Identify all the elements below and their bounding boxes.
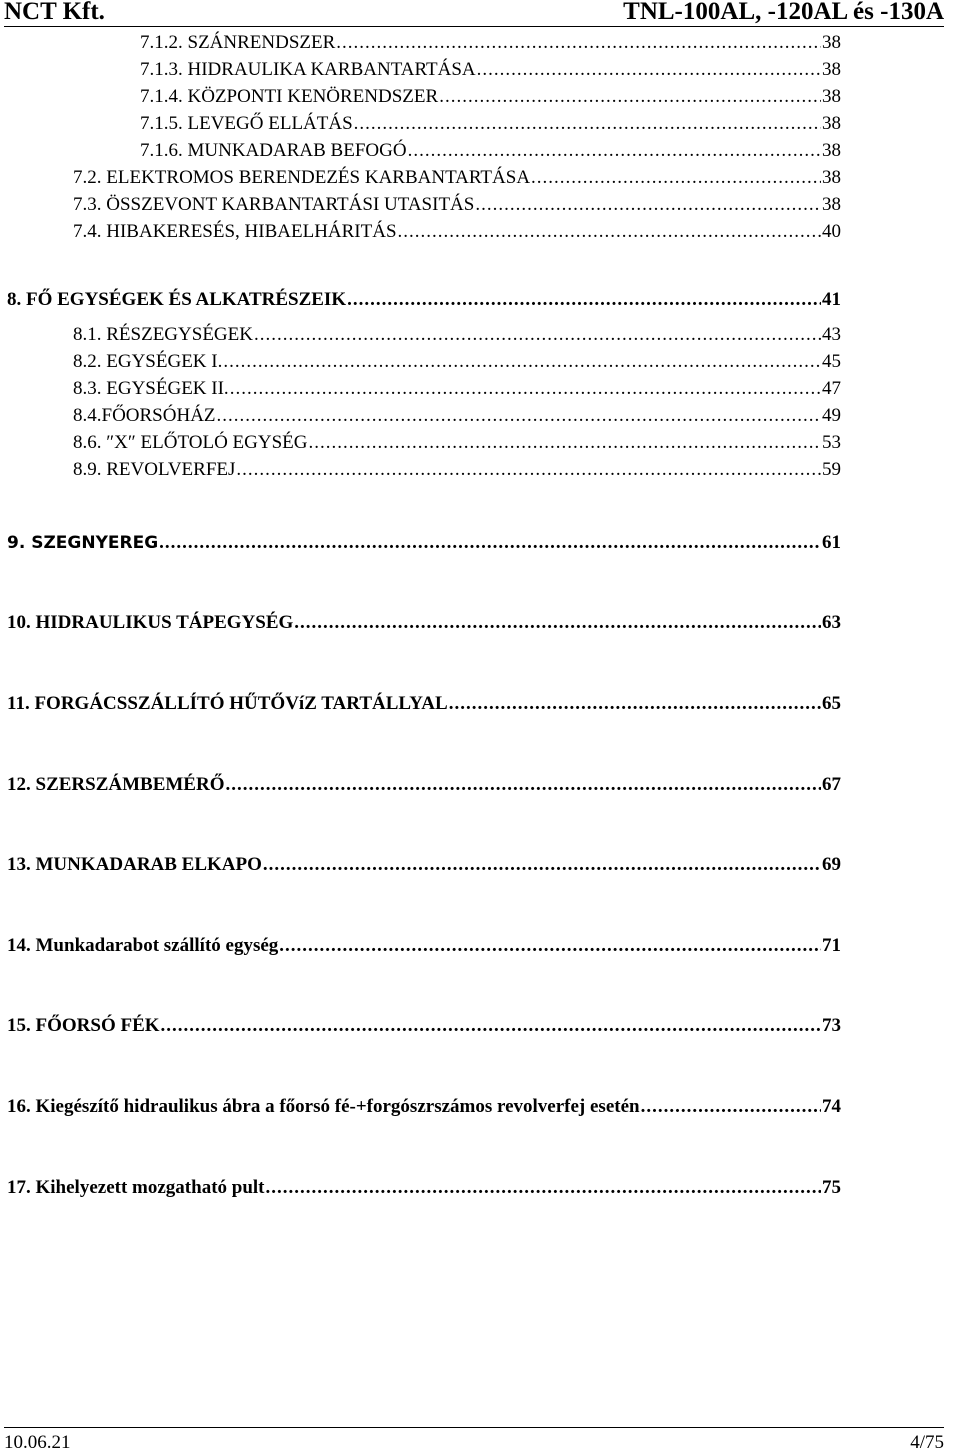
- toc-entry-label: 9. SZEGNYEREG: [7, 533, 159, 553]
- toc-entry[interactable]: [140, 57, 841, 83]
- toc-leader-dots: [230, 376, 821, 402]
- toc-entry[interactable]: [7, 933, 841, 959]
- toc-entry-label: 12. SZERSZÁMBEMÉRŐ: [7, 774, 225, 795]
- toc-leader-dots: [477, 57, 821, 83]
- toc-entry[interactable]: [73, 430, 841, 456]
- toc-entry[interactable]: [73, 165, 841, 191]
- toc-leader-dots: [408, 138, 821, 164]
- toc-entry-label: 7.1.6. MUNKADARAB BEFOGÓ: [140, 140, 407, 161]
- toc-leader-dots: [263, 852, 821, 878]
- toc-entry-page: 67: [822, 774, 841, 795]
- toc-leader-dots: [294, 610, 821, 636]
- toc-entry[interactable]: [73, 219, 841, 245]
- toc-entry[interactable]: [7, 691, 841, 717]
- toc-entry-page: 38: [822, 32, 841, 53]
- toc-entry[interactable]: [7, 772, 841, 798]
- toc-entry-page: 59: [822, 459, 841, 480]
- toc-entry-page: 53: [822, 432, 841, 453]
- toc-entry-label: 7.1.3. HIDRAULIKA KARBANTARTÁSA: [140, 59, 476, 80]
- toc-entry-label: 8.3. EGYSÉGEK II.: [73, 378, 229, 399]
- toc-entry-page: 71: [822, 935, 841, 956]
- toc-entry[interactable]: [140, 138, 841, 164]
- toc-entry-page: 63: [822, 612, 841, 633]
- toc-entry-page: 41: [822, 289, 841, 310]
- toc-entry-page: 38: [822, 86, 841, 107]
- toc-entry[interactable]: [7, 287, 841, 313]
- toc-leader-dots: [347, 287, 821, 313]
- toc-entry-label: 10. HIDRAULIKUS TÁPEGYSÉG: [7, 612, 294, 633]
- toc-entry-page: 73: [822, 1015, 841, 1036]
- toc-entry-label: 7.1.2. SZÁNRENDSZER: [140, 32, 336, 53]
- toc-entry-label: 8.4.FŐORSÓHÁZ: [73, 405, 216, 426]
- toc-entry[interactable]: [140, 84, 841, 110]
- toc-leader-dots: [309, 430, 822, 456]
- page-header: [4, 0, 944, 27]
- toc-entry-page: 40: [822, 221, 841, 242]
- toc-entry[interactable]: [73, 376, 841, 402]
- toc-entry-page: 38: [822, 194, 841, 215]
- toc-entry-label: 13. MUNKADARAB ELKAPO: [7, 854, 262, 875]
- toc-leader-dots: [223, 349, 821, 375]
- toc-entry-label: 8.6. ″X″ ELŐTOLÓ EGYSÉG: [73, 432, 308, 453]
- page-footer: [4, 1427, 944, 1454]
- toc-leader-dots: [641, 1094, 821, 1120]
- toc-entry-label: 7.2. ELEKTROMOS BERENDEZÉS KARBANTARTÁSA: [73, 167, 531, 188]
- toc-entry-label: 7.4. HIBAKERESÉS, HIBAELHÁRITÁS: [73, 221, 397, 242]
- toc-leader-dots: [398, 219, 821, 245]
- toc-entry-label: 7.3. ÖSSZEVONT KARBANTARTÁSI UTASITÁS: [73, 194, 475, 215]
- toc-leader-dots: [161, 1013, 821, 1039]
- toc-entry-label: 8.2. EGYSÉGEK I.: [73, 351, 223, 372]
- toc-entry-page: 47: [822, 378, 841, 399]
- toc-entry[interactable]: [73, 457, 841, 483]
- toc-leader-dots: [475, 192, 821, 218]
- toc-entry[interactable]: [140, 30, 841, 56]
- toc-entry[interactable]: [7, 1175, 841, 1201]
- toc-entry[interactable]: [7, 530, 841, 556]
- toc-leader-dots: [354, 111, 821, 137]
- toc-entry-label: 15. FŐORSÓ FÉK: [7, 1015, 160, 1036]
- toc-entry-label: 14. Munkadarabot szállító egység: [7, 935, 279, 956]
- toc-leader-dots: [279, 933, 821, 959]
- toc-entry-page: 75: [822, 1177, 841, 1198]
- toc-entry-label: 16. Kiegészítő hidraulikus ábra a főorsó fé-+forgószrszámos revolverfej esetén: [7, 1096, 640, 1117]
- toc-leader-dots: [225, 772, 821, 798]
- toc-leader-dots: [439, 84, 821, 110]
- toc-leader-dots: [236, 457, 821, 483]
- toc-entry-page: 38: [822, 113, 841, 134]
- toc-leader-dots: [159, 530, 821, 556]
- toc-entry-label: 8.1. RÉSZEGYSÉGEK: [73, 324, 253, 345]
- toc-entry-label: 11. FORGÁCSSZÁLLÍTÓ HŰTŐVíZ TARTÁLLYAL: [7, 693, 448, 714]
- toc-entry[interactable]: [140, 111, 841, 137]
- toc-entry-page: 61: [822, 532, 841, 553]
- toc-entry[interactable]: [73, 403, 841, 429]
- toc-entry-label: 8.9. REVOLVERFEJ: [73, 459, 236, 480]
- toc-entry[interactable]: [73, 322, 841, 348]
- toc-leader-dots: [449, 691, 821, 717]
- model-title: TNL-100AL, -120AL és -130A: [623, 0, 944, 25]
- toc-leader-dots: [531, 165, 821, 191]
- toc-entry[interactable]: [7, 610, 841, 636]
- toc-entry[interactable]: [7, 1013, 841, 1039]
- toc-entry-page: 45: [822, 351, 841, 372]
- toc-entry[interactable]: [7, 852, 841, 878]
- company-name: NCT Kft.: [4, 0, 105, 25]
- toc-leader-dots: [254, 322, 821, 348]
- toc-entry-label: 17. Kihelyezett mozgatható pult: [7, 1177, 265, 1198]
- toc-entry-page: 38: [822, 59, 841, 80]
- toc-entry-label: 7.1.4. KÖZPONTI KENÖRENDSZER: [140, 86, 439, 107]
- toc-entry-page: 38: [822, 167, 841, 188]
- toc-entry-page: 38: [822, 140, 841, 161]
- toc-entry[interactable]: [7, 1094, 841, 1120]
- toc-leader-dots: [266, 1175, 821, 1201]
- toc-entry-label: 7.1.5. LEVEGŐ ELLÁTÁS: [140, 113, 353, 134]
- footer-page-indicator: 4/75: [910, 1432, 944, 1453]
- toc-entry-label: 8. FŐ EGYSÉGEK ÉS ALKATRÉSZEIK: [7, 289, 347, 310]
- toc-leader-dots: [217, 403, 821, 429]
- toc-entry-page: 65: [822, 693, 841, 714]
- toc-entry[interactable]: [73, 192, 841, 218]
- toc-entry[interactable]: [73, 349, 841, 375]
- toc-entry-page: 74: [822, 1096, 841, 1117]
- toc-entry-page: 49: [822, 405, 841, 426]
- toc-entry-page: 69: [822, 854, 841, 875]
- footer-date: 10.06.21: [4, 1432, 71, 1453]
- toc-leader-dots: [336, 30, 821, 56]
- toc-entry-page: 43: [822, 324, 841, 345]
